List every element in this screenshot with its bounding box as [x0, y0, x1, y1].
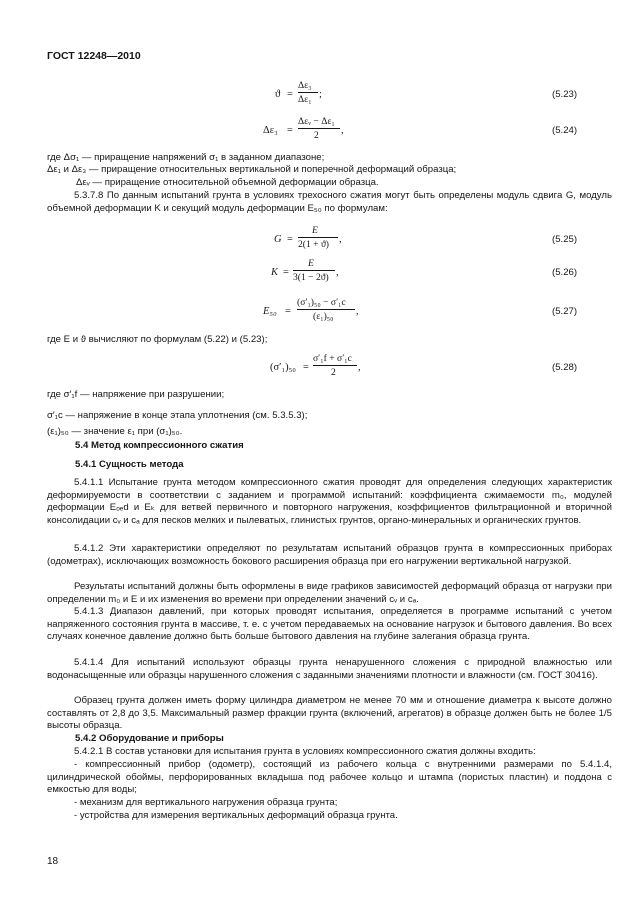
paragraph-5-4-1-4-sample: Образец грунта должен иметь форму цилиндра диаметром не менее 70 мм и отношение диаметра к высоте должно составлять от 2,8 до 3,5. Максимальный размер фракции грунта (включений, агрегатов) в образце должен быть не более 1/5 высоты образца. [47, 695, 612, 732]
paragraph-5-4-1-4: 5.4.1.4 Для испытаний используют образцы грунта ненарушенного сложения с природной влажностью или водонасыщенные или образцы нарушенного сложения с заданными значениями плотности и влажности (см. ГОСТ 30416). [47, 657, 612, 681]
section-heading-5-4-2: 5.4.2 Оборудование и приборы [75, 733, 224, 744]
equation-operator: = [303, 362, 309, 373]
equation-tail: ; [319, 89, 322, 100]
equation-lhs: ϑ [275, 89, 281, 100]
paragraph-5-3-7-8: 5.3.7.8 По данным испытаний грунта в условиях трехосного сжатия могут быть определены модуль сдвига G, модуль объемной деформации K и секущий модуль деформации E₅₀ по формулам: [47, 190, 612, 214]
equation-lhs: (σ′₁)₅₀ [270, 362, 296, 373]
equation-numerator: σ′₁f + σ′₁c [313, 353, 352, 364]
fraction-bar [313, 365, 357, 366]
equation-number: (5.27) [552, 306, 578, 317]
equation-number: (5.26) [552, 267, 578, 278]
where-sigma-1f: где σ′₁f — напряжение при разрушении; [47, 389, 225, 400]
equation-lhs: K [271, 267, 279, 278]
equation-numerator: Δε₃ [298, 80, 312, 91]
page-number: 18 [47, 856, 59, 867]
fraction-bar [293, 270, 335, 271]
equation-numerator: Δεᵥ − Δε₁ [298, 116, 335, 127]
section-heading-5-4-1: 5.4.1 Сущность метода [75, 459, 184, 470]
where-delta-epsilon-v: Δεᵥ — приращение относительной объемной деформации образца. [76, 177, 379, 188]
equation-tail: , [356, 306, 359, 317]
equation-number: (5.24) [552, 125, 578, 136]
paragraph-5-4-1-3: 5.4.1.3 Диапазон давлений, при которых проводят испытания, определяется в программе испытаний с учетом напряженного состояния грунта в массиве, т. е. с учетом передаваемых на основание нагрузок и бытового давления. Во всех случаях конечное давление должно быть больше бытового давления на глубине залегания образца грунта. [47, 606, 612, 643]
section-heading-5-4: 5.4 Метод компрессионного сжатия [75, 440, 244, 451]
list-item-deformation-devices: - устройства для измерения вертикальных деформаций образца грунта. [74, 810, 398, 821]
where-e-theta: где E и ϑ вычисляют по формулам (5.22) и (5.23); [47, 334, 268, 345]
equation-numerator: E [308, 258, 314, 269]
where-delta-epsilon: Δε₁ и Δε₃ — приращение относительных вертикальной и поперечной деформаций образца; [47, 164, 457, 175]
equation-lhs: E₅₀ [263, 306, 277, 317]
equation-number: (5.28) [552, 362, 578, 373]
fraction-bar [297, 309, 355, 310]
paragraph-5-4-2-1: 5.4.2.1 В состав установки для испытания грунта в условиях компрессионного сжатия должны входить: [74, 746, 536, 757]
list-item-loading-mechanism: - механизм для вертикального нагружения образца грунта; [74, 797, 338, 808]
equation-denominator: 3(1 − 2ϑ) [293, 272, 329, 283]
equation-numerator: E [312, 225, 318, 236]
equation-denominator: Δε₁ [298, 94, 312, 105]
list-item-odometer: - компрессионный прибор (одометр), состоящий из рабочего кольца с внутренними размерами по 5.4.1.4, цилиндрической обоймы, перфорированных вкладыша под рабочее кольцо и штампа (пористых пластин) и поддона с емкостью для воды; [47, 759, 612, 796]
paragraph-5-4-1-1: 5.4.1.1 Испытание грунта методом компрессионного сжатия проводят для определения следующих характеристик деформируемости в соответствии с заданием и программой испытаний: коэффициента сжимаемости m₀, модулей деформации Eₒₑd и Eₖ для ветвей первичного и повторного нагружения, коэффициентов фильтрационной и вторичной консолидации cᵥ и cₐ для песков мелких и пылеватых, глинистых грунтов, органо-минеральных и органических грунтов. [47, 477, 612, 527]
equation-tail: , [339, 234, 342, 245]
equation-number: (5.25) [552, 234, 578, 245]
document-header: ГОСТ 12248—2010 [47, 50, 141, 62]
fraction-bar [298, 92, 318, 93]
equation-number: (5.23) [552, 89, 578, 100]
equation-tail: , [341, 125, 344, 136]
equation-lhs: Δε₃ [263, 125, 278, 136]
equation-operator: = [287, 89, 293, 100]
equation-denominator: 2 [314, 130, 319, 141]
equation-operator: = [285, 306, 291, 317]
equation-denominator: 2 [331, 367, 336, 378]
equation-operator: = [287, 125, 293, 136]
where-delta-sigma: где Δσ₁ — приращение напряжений σ₁ в заданном диапазоне; [47, 152, 325, 163]
where-epsilon-50: (ε₁)₅₀ — значение ε₁ при (σ₁)₅₀. [47, 426, 183, 437]
equation-operator: = [283, 267, 289, 278]
fraction-bar [298, 128, 340, 129]
paragraph-5-4-1-2: 5.4.1.2 Эти характеристики определяют по результатам испытаний образцов грунта в компрессионных приборах (одометрах), исключающих возможность бокового расширения образца при его нагружении вертикальной нагрузкой. [47, 543, 612, 567]
paragraph-5-4-1-2-results: Результаты испытаний должны быть оформлены в виде графиков зависимостей деформаций образца от нагрузки при определении m₀ и E и их изменения во времени при определении значений cᵥ и cₐ. [47, 581, 612, 605]
equation-tail: , [358, 362, 361, 373]
equation-denominator: 2(1 + ϑ) [298, 239, 329, 250]
fraction-bar [298, 237, 338, 238]
equation-numerator: (σ′₁)₅₀ − σ′₁c [297, 297, 346, 308]
equation-denominator: (ε₁)₅₀ [313, 311, 334, 322]
equation-tail: , [336, 267, 339, 278]
equation-operator: = [287, 234, 293, 245]
where-sigma-1c: σ′₁c — напряжение в конце этапа уплотнения (см. 5.3.5.3); [47, 410, 308, 421]
equation-lhs: G [274, 234, 282, 245]
